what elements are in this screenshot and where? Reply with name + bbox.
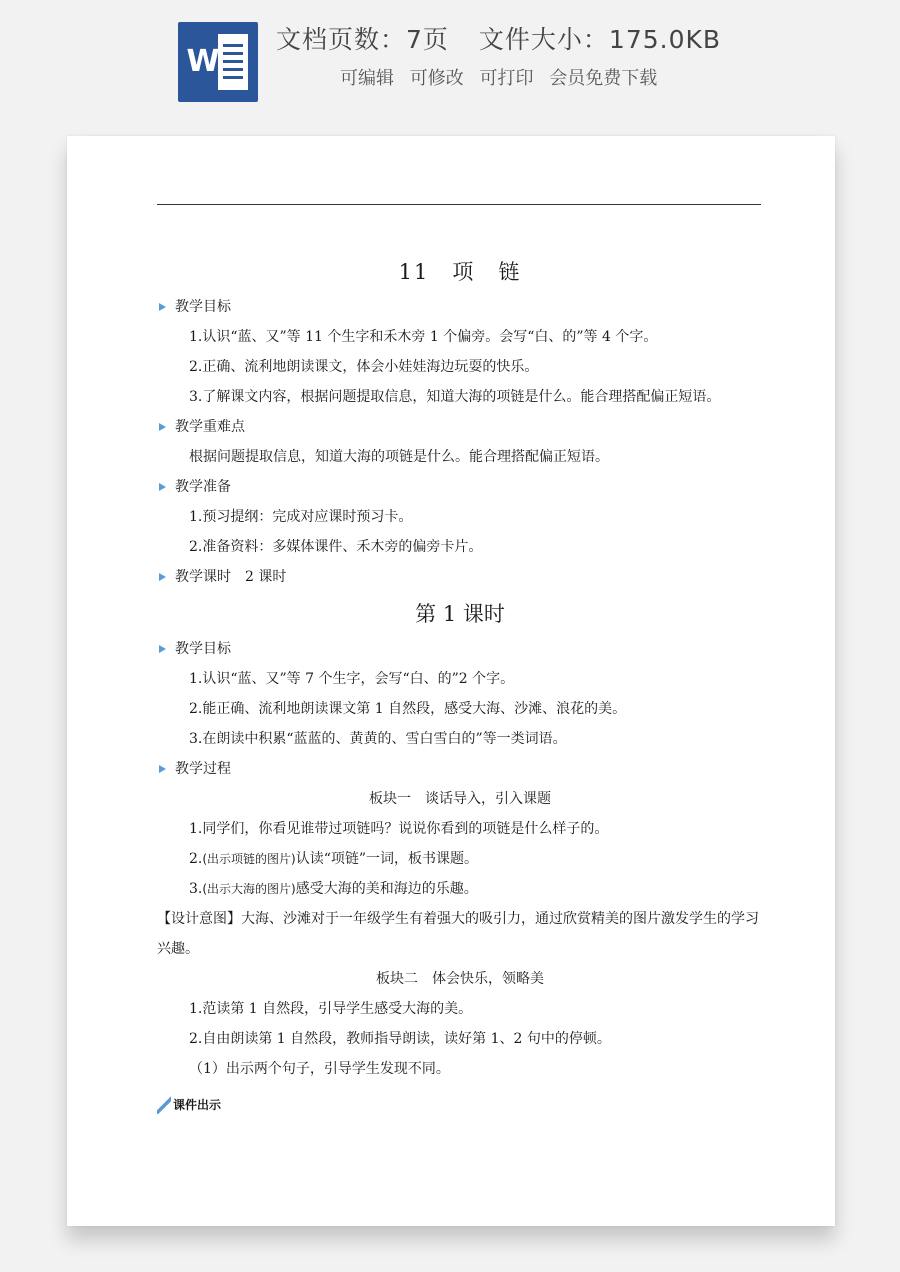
feature-printable: 可打印 bbox=[479, 68, 534, 89]
block-title: 板块二 体会快乐，领略美 bbox=[376, 971, 544, 987]
process-step: （1）出示两个句子，引导学生发现不同。 bbox=[189, 1061, 450, 1077]
feature-list bbox=[340, 66, 667, 92]
objective-item: 3.了解课文内容，根据问题提取信息，知道大海的项链是什么。能合理搭配偏正短语。 bbox=[189, 389, 721, 405]
triangle-bullet-icon bbox=[159, 483, 166, 491]
word-doc-icon: W bbox=[178, 22, 258, 102]
triangle-bullet-icon bbox=[159, 645, 166, 653]
triangle-bullet-icon bbox=[159, 573, 166, 581]
block-title: 板块一 谈话导入，引入课题 bbox=[369, 791, 551, 807]
objective-item: 1.认识“蓝、又”等 11 个生字和禾木旁 1 个偏旁。会写“白、的”等 4 个字。 bbox=[189, 329, 658, 345]
triangle-bullet-icon bbox=[159, 423, 166, 431]
download-banner bbox=[0, 0, 900, 120]
header-rule bbox=[157, 204, 761, 205]
file-size: 文件大小：175.0KB bbox=[478, 25, 722, 54]
objective-item: 2.能正确、流利地朗读课文第 1 自然段，感受大海、沙滩、浪花的美。 bbox=[189, 701, 627, 717]
slash-accent-icon bbox=[157, 1096, 171, 1114]
section-heading: 教学课时 2 课时 bbox=[157, 562, 763, 592]
courseware-tag: 课件出示 bbox=[157, 1094, 221, 1116]
section-heading: 教学过程 bbox=[157, 754, 763, 784]
document-body bbox=[157, 254, 763, 1084]
feature-member-download: 会员免费下载 bbox=[549, 68, 658, 89]
lesson-title: 第 1 课时 bbox=[415, 602, 505, 626]
section-heading: 教学目标 bbox=[157, 634, 763, 664]
stage-note: (出示项链的图片) bbox=[202, 852, 296, 866]
page-count: 文档页数：7页 bbox=[276, 25, 449, 54]
section-heading: 教学准备 bbox=[157, 472, 763, 502]
process-step: 1.同学们，你看见谁带过项链吗？说说你看到的项链是什么样子的。 bbox=[189, 821, 609, 837]
document-page bbox=[67, 136, 835, 1226]
preparation-item: 2.准备资料：多媒体课件、禾木旁的偏旁卡片。 bbox=[189, 539, 483, 555]
preparation-item: 1.预习提纲：完成对应课时预习卡。 bbox=[189, 509, 413, 525]
process-step: 1.范读第 1 自然段，引导学生感受大海的美。 bbox=[189, 1001, 473, 1017]
feature-editable: 可编辑 bbox=[340, 68, 394, 89]
objective-item: 3.在朗读中积累“蓝蓝的、黄黄的、雪白雪白的”等一类词语。 bbox=[189, 731, 567, 747]
process-step: 2.(出示项链的图片)认读“项链”一词，板书课题。 bbox=[189, 851, 479, 867]
section-heading: 教学目标 bbox=[157, 292, 763, 322]
section-heading: 教学重难点 bbox=[157, 412, 763, 442]
process-step: 2.自由朗读第 1 自然段，教师指导朗读，读好第 1、2 句中的停顿。 bbox=[189, 1031, 611, 1047]
objective-item: 1.认识“蓝、又”等 7 个生字，会写“白、的”2 个字。 bbox=[189, 671, 515, 687]
design-intent: 【设计意图】大海、沙滩对于一年级学生有着强大的吸引力，通过欣赏精美的图片激发学生的学习兴趣。 bbox=[157, 911, 759, 957]
objective-item: 2.正确、流利地朗读课文，体会小娃娃海边玩耍的快乐。 bbox=[189, 359, 539, 375]
doc-meta-line bbox=[276, 22, 721, 58]
key-points-text: 根据问题提取信息，知道大海的项链是什么。能合理搭配偏正短语。 bbox=[189, 449, 609, 465]
feature-modifiable: 可修改 bbox=[409, 68, 464, 89]
stage-note: (出示大海的图片) bbox=[202, 882, 296, 896]
document-title: 11 项 链 bbox=[398, 260, 522, 284]
triangle-bullet-icon bbox=[159, 303, 166, 311]
triangle-bullet-icon bbox=[159, 765, 166, 773]
process-step: 3.(出示大海的图片)感受大海的美和海边的乐趣。 bbox=[189, 881, 478, 897]
